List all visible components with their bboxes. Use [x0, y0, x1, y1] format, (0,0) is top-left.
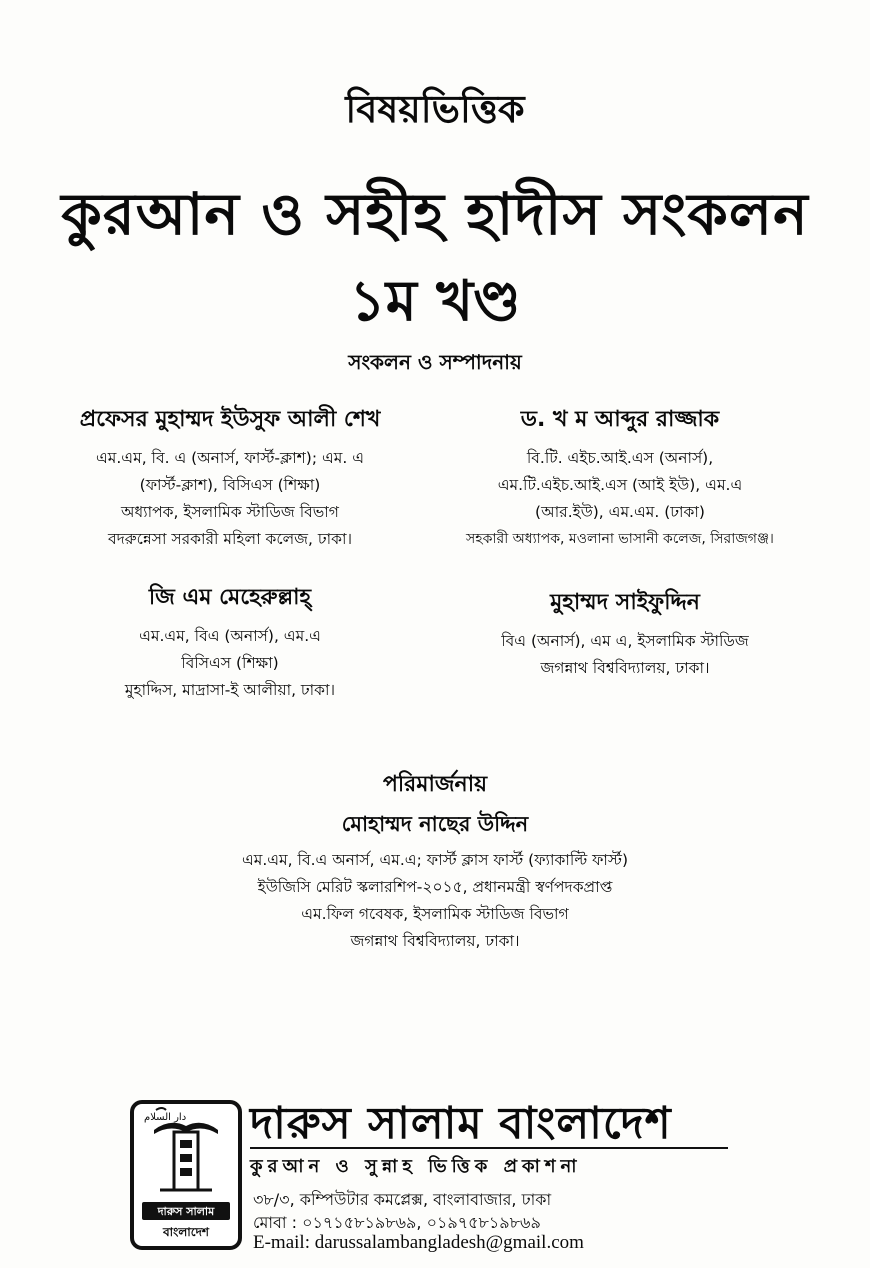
compiler-credential: সহকারী অধ্যাপক, মওলানা ভাসানী কলেজ, সিরাজগঞ্জ। [466, 531, 774, 547]
publisher-divider [250, 1147, 728, 1149]
volume-label: ১ম খণ্ড [349, 269, 521, 334]
polisher-credential: এম.এম, বি.এ অনার্স, এম.এ; ফার্স্ট ক্লাস ফার্স্ট (ফ্যাকাল্টি ফার্স্ট) [241, 851, 629, 869]
publisher-email[interactable]: E-mail: darussalambangladesh@gmail.com [253, 1232, 584, 1253]
compiler-credential: বিসিএস (শিক্ষা) [181, 654, 279, 672]
compiler-credential: এম.এম, বি. এ (অনার্স, ফার্স্ট-ক্লাশ); এম. এ [95, 449, 365, 467]
compiler-block-2 [430, 402, 810, 553]
book-title: কুরআন ও সহীহ হাদীস সংকলন [61, 180, 809, 248]
publisher-tagline: কুরআন ও সুন্নাহ ভিত্তিক প্রকাশনা [250, 1156, 582, 1177]
polisher-name: মোহাম্মদ নাছের উদ্দিন [341, 812, 529, 836]
compiler-credential: (আর.ইউ), এম.এম. (ঢাকা) [535, 503, 705, 521]
compiler-credential: এম.এম, বিএ (অনার্স), এম.এ [139, 627, 321, 645]
compiler-credential: এম.টি.এইচ.আই.এস (আই ইউ), এম.এ [497, 476, 743, 494]
publisher-logo [130, 1100, 242, 1250]
subject-label: বিষয়ভিত্তিক [345, 87, 525, 131]
compiler-credential: অধ্যাপক, ইসলামিক স্টাডিজ বিভাগ [121, 503, 339, 521]
compiler-credential: বি.টি. এইচ.আই.এস (অনার্স), [526, 449, 714, 467]
polisher-credential: ইউজিসি মেরিট স্কলারশিপ-২০১৫, প্রধানমন্ত্রী স্বর্ণপদকপ্রাপ্ত [257, 878, 613, 896]
compiler-credential: মুহাদ্দিস, মাদ্রাসা-ই আলীয়া, ঢাকা। [124, 681, 336, 699]
compiler-credential: বিএ (অনার্স), এম এ, ইসলামিক স্টাডিজ [501, 632, 749, 650]
compiler-block-1 [50, 402, 410, 553]
compiler-name: প্রফেসর মুহাম্মদ ইউসুফ আলী শেখ [79, 407, 381, 432]
publisher-address: ৩৮/৩, কম্পিউটার কমপ্লেক্স, বাংলাবাজার, ঢাকা [253, 1190, 552, 1209]
logo-arabic-text: دار السلام [144, 1112, 187, 1123]
compiler-block-3 [60, 580, 400, 704]
polishing-heading: পরিমার্জনায় [382, 772, 488, 797]
compiler-credential: জগন্নাথ বিশ্ববিদ্যালয়, ঢাকা। [540, 659, 710, 677]
polisher-credential: জগন্নাথ বিশ্ববিদ্যালয়, ঢাকা। [350, 932, 520, 950]
compiler-name: জি এম মেহেরুল্লাহ্ [148, 585, 312, 610]
compiler-name: মুহাম্মদ সাইফুদ্দিন [550, 590, 700, 615]
logo-bengali-text: দারুস সালাম [157, 1205, 215, 1218]
compiler-credential: বদরুন্নেসা সরকারী মহিলা কলেজ, ঢাকা। [107, 530, 353, 548]
logo-bengali-subtext: বাংলাদেশ [163, 1225, 209, 1239]
polisher-credential: এম.ফিল গবেষক, ইসলামিক স্টাডিজ বিভাগ [301, 905, 569, 923]
compiler-block-4 [440, 585, 810, 682]
publisher-phone: মোবা : ০১৭১৫৮১৯৮৬৯, ০১৯৭৫৮১৯৮৬৯ [253, 1213, 541, 1232]
compilation-heading: সংকলন ও সম্পাদনায় [348, 350, 522, 374]
compiler-name: ড. খ ম আব্দুর রাজ্জাক [520, 407, 720, 432]
publisher-name: দারুস সালাম বাংলাদেশ [250, 1098, 672, 1149]
compiler-credential: (ফার্স্ট-ক্লাশ), বিসিএস (শিক্ষা) [139, 476, 321, 494]
